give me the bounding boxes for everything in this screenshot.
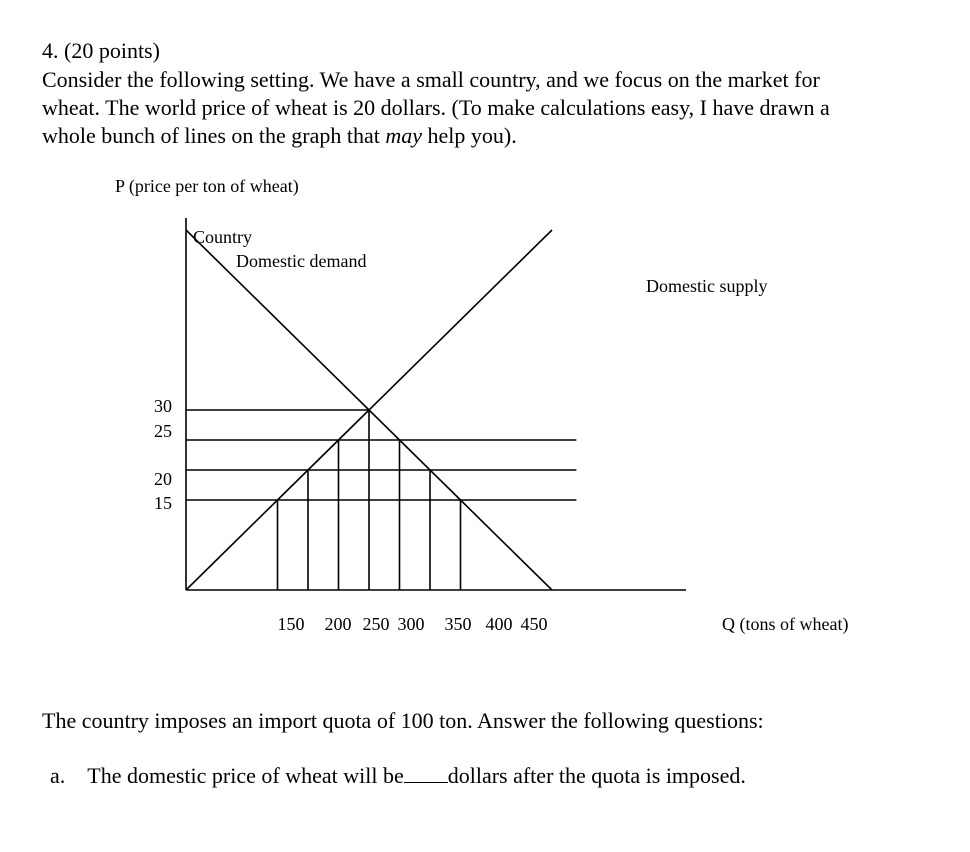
question-header: 4. (20 points)	[42, 38, 160, 63]
domestic-supply-label: Domestic supply	[646, 276, 768, 296]
part-a-label: a.	[50, 763, 66, 788]
chart-title: Country	[193, 227, 253, 247]
quota-statement: The country imposes an import quota of 100 ton. Answer the following questions:	[42, 708, 764, 733]
y-tick-15: 15	[154, 493, 172, 513]
question-line-1: Consider the following setting. We have a small country, and we focus on the market for	[42, 67, 820, 92]
x-axis-title: Q (tons of wheat)	[722, 614, 849, 634]
x-tick-400: 400	[485, 614, 513, 634]
chart-labels	[154, 227, 848, 635]
x-tick-450: 450	[520, 614, 548, 634]
part-a-suffix: dollars after the quota is imposed.	[447, 763, 746, 788]
x-tick-250: 250	[362, 614, 390, 634]
part-a	[50, 762, 746, 789]
question-line-3-post: help you).	[422, 123, 517, 148]
axes	[186, 218, 686, 590]
y-tick-25: 25	[154, 421, 172, 441]
question-line-2: wheat. The world price of wheat is 20 dollars. (To make calculations easy, I have drawn a	[42, 95, 830, 120]
question-line-3-emphasis: may	[385, 123, 423, 148]
question-line-3-pre: whole bunch of lines on the graph that	[42, 123, 386, 148]
y-tick-30: 30	[154, 396, 172, 416]
y-tick-20: 20	[154, 469, 172, 489]
guide-lines	[186, 410, 576, 590]
x-tick-350: 350	[444, 614, 472, 634]
domestic-demand-label: Domestic demand	[236, 251, 367, 271]
x-tick-150: 150	[277, 614, 305, 634]
x-tick-300: 300	[397, 614, 425, 634]
x-tick-200: 200	[324, 614, 352, 634]
part-a-prefix: The domestic price of wheat will be	[87, 763, 404, 788]
y-axis-title: P (price per ton of wheat)	[115, 176, 299, 196]
answer-blank[interactable]	[404, 762, 448, 783]
